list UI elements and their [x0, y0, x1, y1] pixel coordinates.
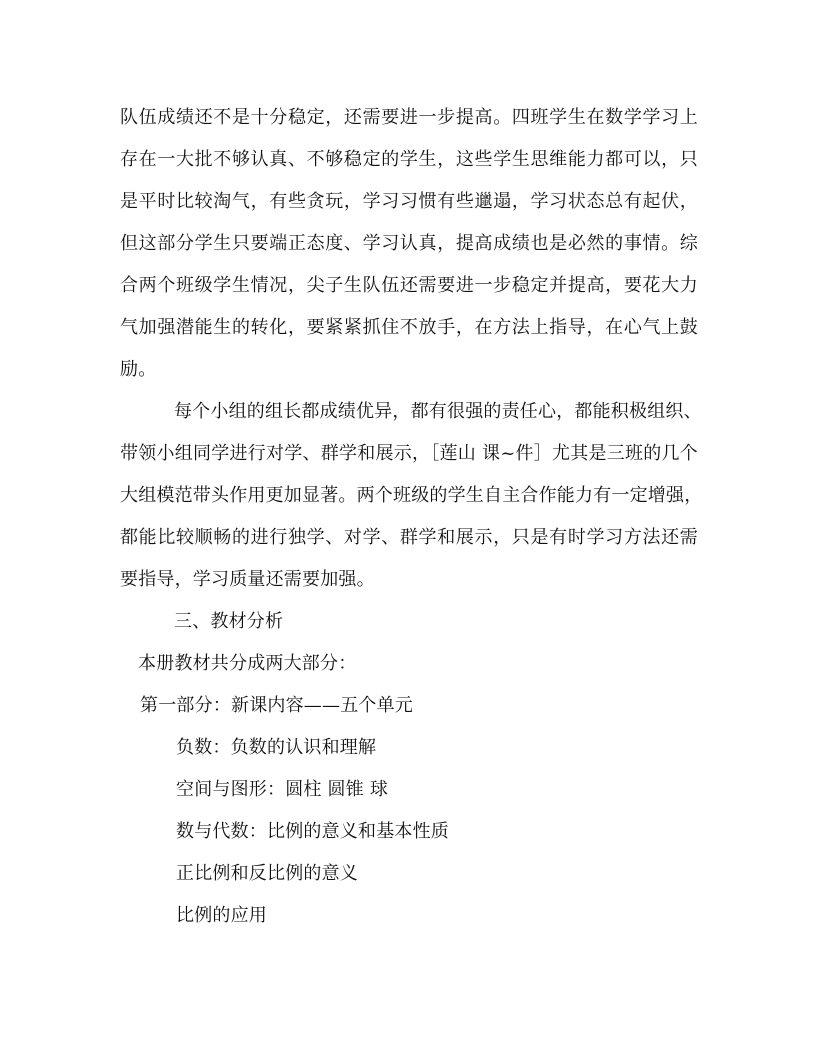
section-heading: 三、教材分析	[174, 611, 284, 632]
part-one-line: 第一部分：新课内容——五个单元	[140, 695, 413, 716]
unit-item-3: 数与代数：比例的意义和基本性质	[176, 821, 449, 842]
paragraph1-line-5: 合两个班级学生情况，尖子生队伍还需要进一步稳定并提高，要花大力	[120, 275, 698, 296]
paragraph2-line-4: 都能比较顺畅的进行独学、对学、群学和展示，只是有时学习方法还需	[120, 527, 698, 548]
paragraph2-line-1: 每个小组的组长都成绩优异，都有很强的责任心，都能积极组织、	[174, 401, 702, 422]
intro-line: 本册教材共分成两大部分：	[138, 653, 357, 674]
paragraph1-line-4: 但这部分学生只要端正态度、学习认真，提高成绩也是必然的事情。综	[120, 233, 698, 254]
paragraph1-line-6: 气加强潜能生的转化，要紧紧抓住不放手，在方法上指导，在心气上鼓	[120, 317, 698, 338]
unit-item-1: 负数：负数的认识和理解	[176, 737, 377, 758]
paragraph1-line-1: 队伍成绩还不是十分稳定，还需要进一步提高。四班学生在数学学习上	[120, 107, 698, 128]
paragraph1-line-3: 是平时比较淘气，有些贪玩，学习习惯有些邋遢，学习状态总有起伏，	[120, 191, 698, 212]
paragraph2-line-5: 要指导，学习质量还需要加强。	[120, 569, 375, 590]
unit-item-2: 空间与图形：圆柱 圆锥 球	[176, 779, 389, 800]
paragraph2-line-2: 带领小组同学进行对学、群学和展示，［莲山 课~件］尤其是三班的几个	[120, 443, 698, 464]
paragraph1-line-7: 励。	[120, 359, 157, 380]
paragraph2-line-3: 大组模范带头作用更加显著。两个班级的学生自主合作能力有一定增强，	[120, 485, 703, 506]
unit-item-4: 正比例和反比例的意义	[176, 863, 358, 884]
unit-item-5: 比例的应用	[176, 905, 267, 926]
paragraph1-line-2: 存在一大批不够认真、不够稳定的学生，这些学生思维能力都可以，只	[120, 149, 698, 170]
